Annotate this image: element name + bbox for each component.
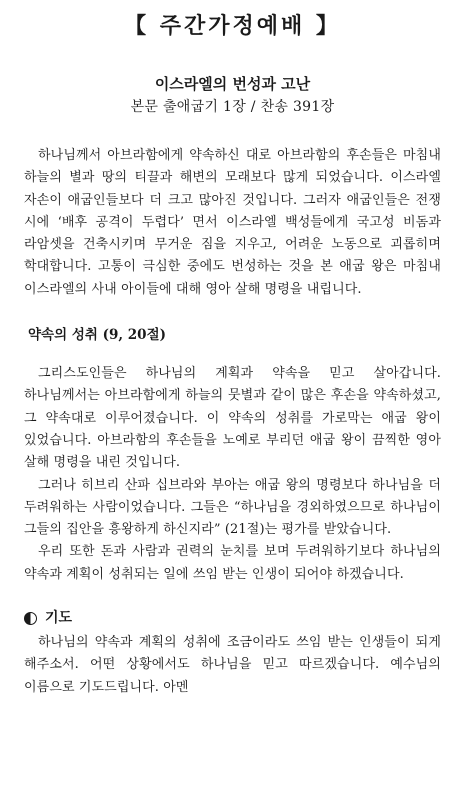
prayer-heading (24, 608, 441, 628)
prayer-text: 하나님의 약속과 계획의 성취에 조금이라도 쓰임 받는 인생들이 되게 해주소서. 어떤 상황에서도 하나님을 믿고 따르겠습니다. 예수님의 이름으로 기도드립니다. 아멘 (24, 635, 441, 695)
section-paragraph-1: 그리스도인들은 하나님의 계획과 약속을 믿고 살아갑니다. 하나님께서는 아브라함에게 하늘의 뭇별과 같이 많은 후손을 약속하셨고, 그 약속대로 이루어졌습니다. 이 약속의 성취를 가로막는 애굽 왕이 있었습니다. 아브라함의 후손들을 노예로 부리던 애굽 왕이 끔찍한 영아 살해 명령을 내린 것입니다. (24, 366, 441, 471)
page-title: 【 주간가정예배 】 (124, 14, 341, 39)
section-paragraph-2: 그러나 히브리 산파 십브라와 부아는 애굽 왕의 명령보다 하나님을 더 두려워하는 사람이었습니다. 그들은 “하나님을 경외하였으므로 하나님이 그들의 집안을 흥왕하게 하신지라” (21절)는 평가를 받았습니다. (24, 477, 441, 538)
section-heading: 약속의 성취 (9, 20절) (28, 327, 167, 344)
intro-paragraph: 하나님께서 아브라함에게 약속하신 대로 아브라함의 후손들은 마침내 하늘의 별과 땅의 티끌과 해변의 모래보다 많게 되었습니다. 이스라엘 자손이 애굽인들보다 더 크고 많아진 것입니다. 그러자 애굽인들은 전쟁 시에 ‘배후 공격이 두렵다’ 면서 이스라엘 백성들에게 국고성 비돔과 라암셋을 건축시키며 무거운 짐을 지우고, 어려운 노동으로 괴롭히며 학대합니다. 고통이 극심한 중에도 번성하는 것을 본 애굽 왕은 마침내 이스라엘의 사내 아이들에 대해 영아 살해 명령을 내립니다. (24, 148, 441, 297)
scripture-reference: 본문 출애굽기 1장 / 찬송 391장 (130, 99, 335, 115)
section-paragraph-3: 우리 또한 돈과 사람과 권력의 눈치를 보며 두려워하기보다 하나님의 약속과 계획이 성취되는 일에 쓰임 받는 인생이 되어야 하겠습니다. (24, 544, 441, 582)
prayer-heading-label: 기도 (45, 610, 73, 627)
half-filled-circle-icon (24, 612, 37, 625)
sermon-title: 이스라엘의 번성과 고난 (154, 75, 311, 93)
